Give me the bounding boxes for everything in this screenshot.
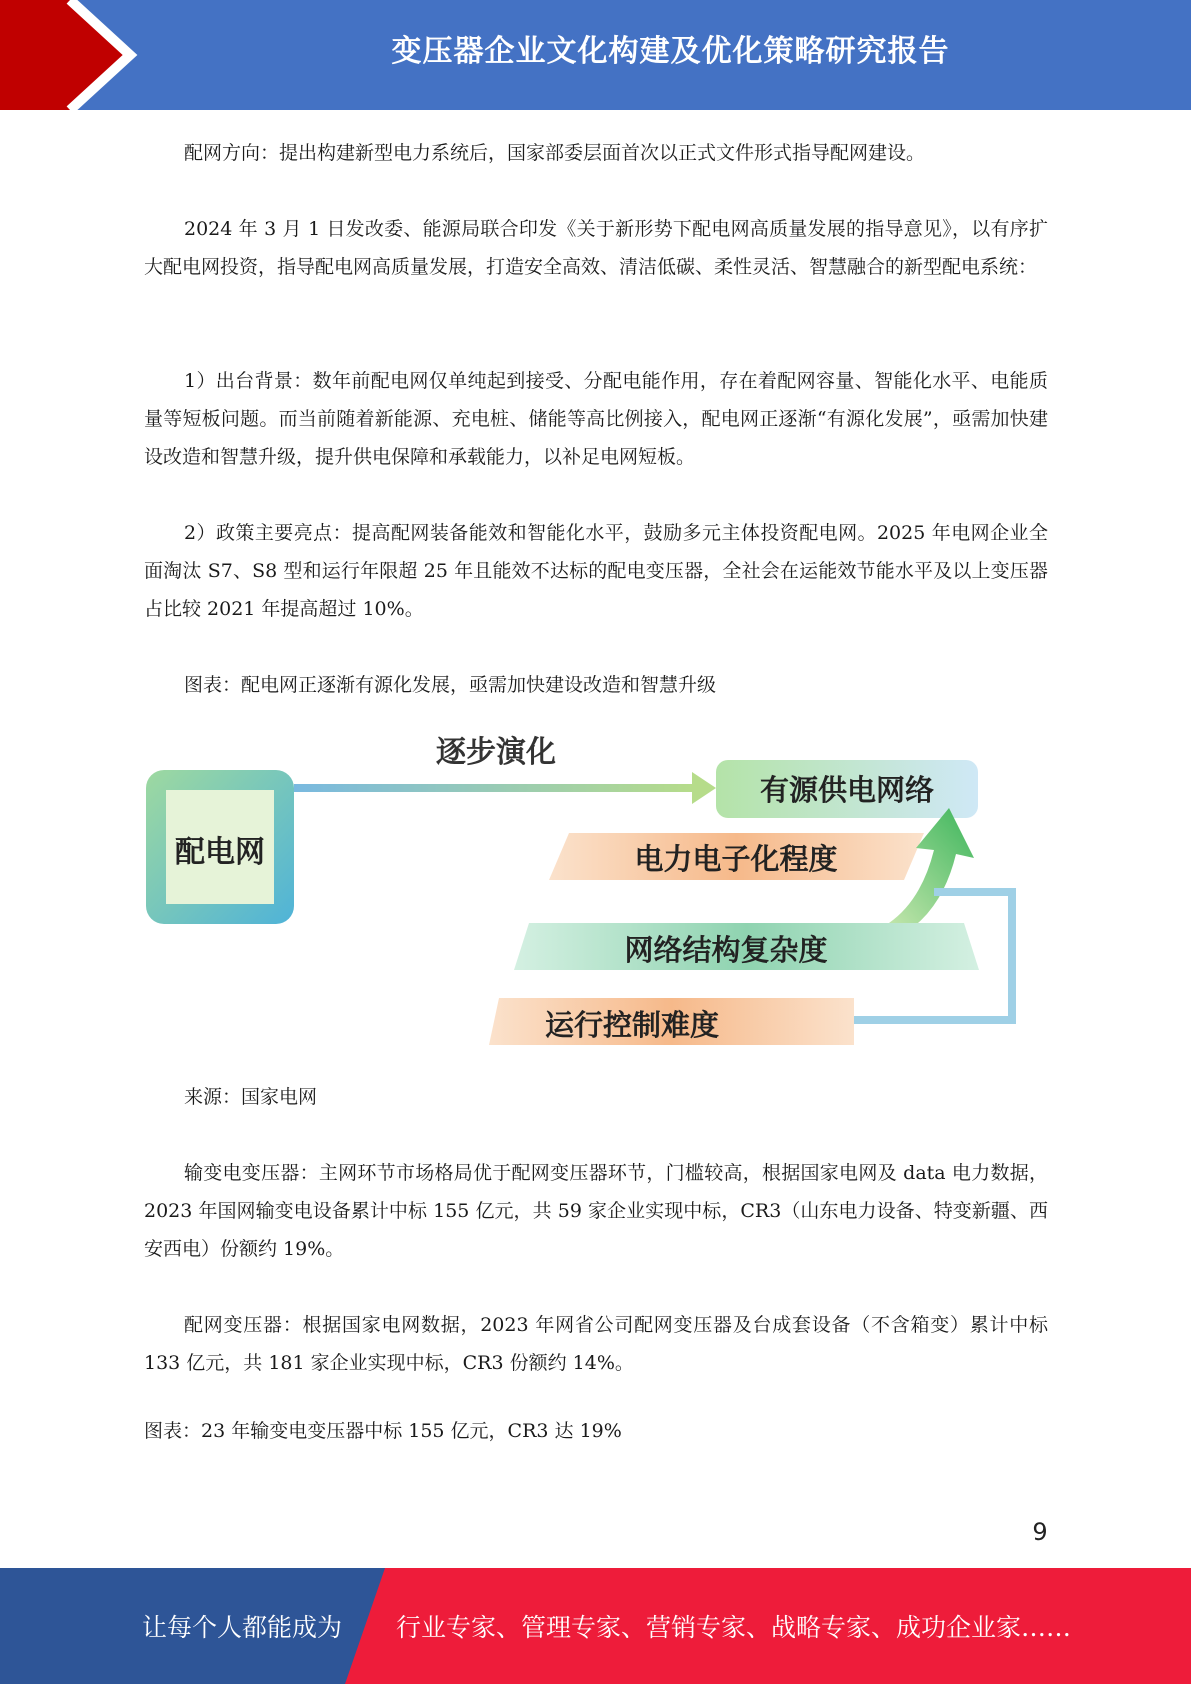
- bar-label: 网络结构复杂度: [624, 933, 828, 967]
- paragraph-highlights: 2）政策主要亮点：提高配网装备能效和智能化水平，鼓励多元主体投资配电网。2025 年电网企业全面淘汰 S7、S8 型和运行年限超 25 年且能效不达标的配电变压器，全社会在运能效节能水平及以上变压器占比较 2021 年提高超过 10%。: [144, 522, 1048, 620]
- evolution-diagram: [144, 730, 1044, 1060]
- bar-label: 运行控制难度: [544, 1008, 720, 1042]
- target-label: 有源供电网络: [759, 773, 935, 807]
- page-number: 9: [1032, 1518, 1048, 1546]
- arrow-label: 逐步演化: [436, 735, 556, 770]
- figure-source: 来源：国家电网: [184, 1086, 318, 1108]
- page-header: [0, 0, 1191, 110]
- bar-label: 电力电子化程度: [634, 842, 838, 876]
- bar-power-electronics: [549, 833, 924, 880]
- bar-network-complexity: [514, 923, 979, 970]
- distribution-network-box: [146, 770, 294, 924]
- evolution-arrow: [294, 735, 716, 804]
- paragraph-transmission-transformers: 输变电变压器：主网环节市场格局优于配网变压器环节，门槛较高，根据国家电网及 data 电力数据，2023 年国网输变电设备累计中标 155 亿元，共 59 家企业实现中标，CR3（山东电力设备、特变新疆、西安西电）份额约 19%。: [144, 1162, 1048, 1260]
- header-chevron-icon: [0, 0, 160, 110]
- figure-caption-1: 图表：配电网正逐渐有源化发展，亟需加快建设改造和智慧升级: [184, 674, 717, 696]
- paragraph-distribution-direction: 配网方向：提出构建新型电力系统后，国家部委层面首次以正式文件形式指导配网建设。: [184, 142, 926, 164]
- paragraph-policy-issue: 2024 年 3 月 1 日发改委、能源局联合印发《关于新形势下配电网高质量发展的指导意见》，以有序扩大配电网投资，指导配电网高质量发展，打造安全高效、清洁低碳、柔性灵活、智慧融合的新型配电系统：: [144, 218, 1048, 278]
- active-grid-target: [716, 760, 978, 818]
- footer-slogan-lead: 让每个人都能成为: [142, 1613, 343, 1642]
- footer-slogan-roles: 行业专家、管理专家、营销专家、战略专家、成功企业家……: [396, 1613, 1072, 1642]
- figure-caption-2: 图表：23 年输变电变压器中标 155 亿元，CR3 达 19%: [144, 1420, 622, 1442]
- page-footer: [0, 1568, 1191, 1684]
- paragraph-background: 1）出台背景：数年前配电网仅单纯起到接受、分配电能作用，存在着配网容量、智能化水平、电能质量等短板问题。而当前随着新能源、充电桩、储能等高比例接入，配电网正逐渐“有源化发展”，亟需加快建设改造和智慧升级，提升供电保障和承载能力，以补足电网短板。: [144, 370, 1048, 468]
- paragraph-distribution-transformers: 配网变压器：根据国家电网数据，2023 年网省公司配网变压器及台成套设备（不含箱变）累计中标 133 亿元，共 181 家企业实现中标，CR3 份额约 14%。: [144, 1314, 1048, 1374]
- bar-operation-difficulty: [489, 998, 854, 1045]
- box-label: 配电网: [175, 835, 265, 870]
- report-title: 变压器企业文化构建及优化策略研究报告: [391, 34, 950, 69]
